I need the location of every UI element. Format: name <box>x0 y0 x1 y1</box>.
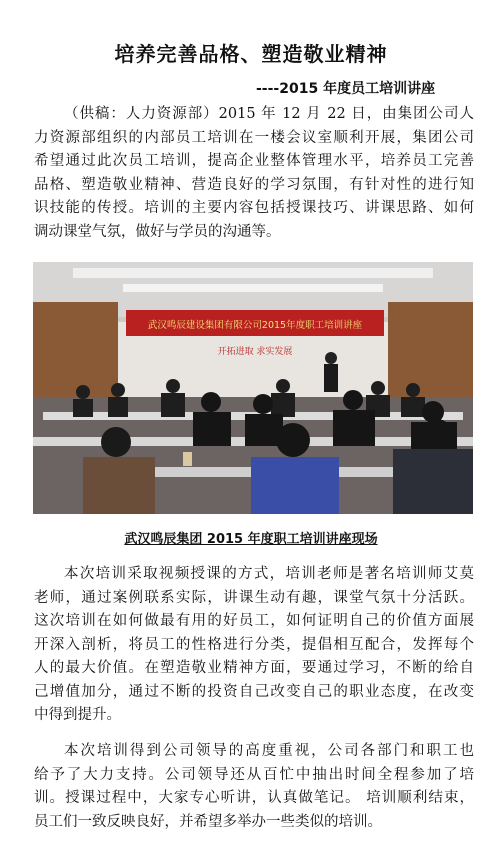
paragraph-line: 开深入剖析，将员工的性格进行分类，提倡相互配合，发挥每个 <box>34 636 474 653</box>
paragraph-line: 给予了大力支持。公司领导还从百忙中抽出时间全程参加了培 <box>34 766 474 783</box>
paragraph-line: 这次培训在如何做最有用的好员工，如何证明自己的价值方面展 <box>34 613 474 629</box>
article-title: 培养完善品格、塑造敬业精神 <box>114 42 388 66</box>
paragraph-line: 训。授课过程中，大家专心听讲，认真做笔记。 培训顺利结束， <box>34 790 474 806</box>
paragraph-line: 本次培训得到公司领导的高度重视，公司各部门和职工也 <box>64 743 474 759</box>
paragraph-conclusion <box>34 740 474 834</box>
paragraph-details <box>34 563 474 728</box>
paragraph-line: 员工们一致反映良好，并希望多举办一些类似的培训。 <box>34 813 382 830</box>
training-photo <box>33 262 473 514</box>
paragraph-line: （供稿：人力资源部）2015 年 12 月 22 日，由集团公司人 <box>64 106 474 122</box>
paragraph-line: 本次培训采取视频授课的方式，培训老师是著名培训师艾莫 <box>64 566 474 582</box>
paragraph-line: 品格、塑造敬业精神、营造良好的学习氛围，有针对性的进行知 <box>34 176 474 193</box>
paragraph-line: 中得到提升。 <box>34 707 121 723</box>
paragraph-line: 老师，通过案例联系实际，讲课生动有趣，课堂气氛十分活跃。 <box>34 589 474 606</box>
banner-text: 武汉鸣辰建设集团有限公司2015年度职工培训讲座 <box>147 320 363 331</box>
paragraph-line: 力资源部组织的内部员工培训在一楼会议室顺利开展，集团公司 <box>34 129 474 146</box>
paragraph-line: 己增值加分，通过不断的投资自己改变自己的职业态度，在改变 <box>34 683 474 700</box>
paragraph-line: 调动课堂气氛，做好与学员的沟通等。 <box>34 223 281 240</box>
slogan-text: 开拓进取 求实发展 <box>217 347 293 357</box>
paragraph-line: 希望通过此次员工培训，提高企业整体管理水平，培养员工完善 <box>34 153 474 169</box>
paragraph-line: 识技能的传授。培训的主要内容包括授课技巧、讲课思路、如何 <box>34 200 474 216</box>
paragraph-line: 人的最大价值。在塑造敬业精神方面，要通过学习，不断的给自 <box>34 660 474 676</box>
paragraph-intro <box>34 103 474 244</box>
article-subtitle: ----2015 年度员工培训讲座 <box>256 81 436 97</box>
photo-caption: 武汉鸣辰集团 2015 年度职工培训讲座现场 <box>124 532 378 547</box>
